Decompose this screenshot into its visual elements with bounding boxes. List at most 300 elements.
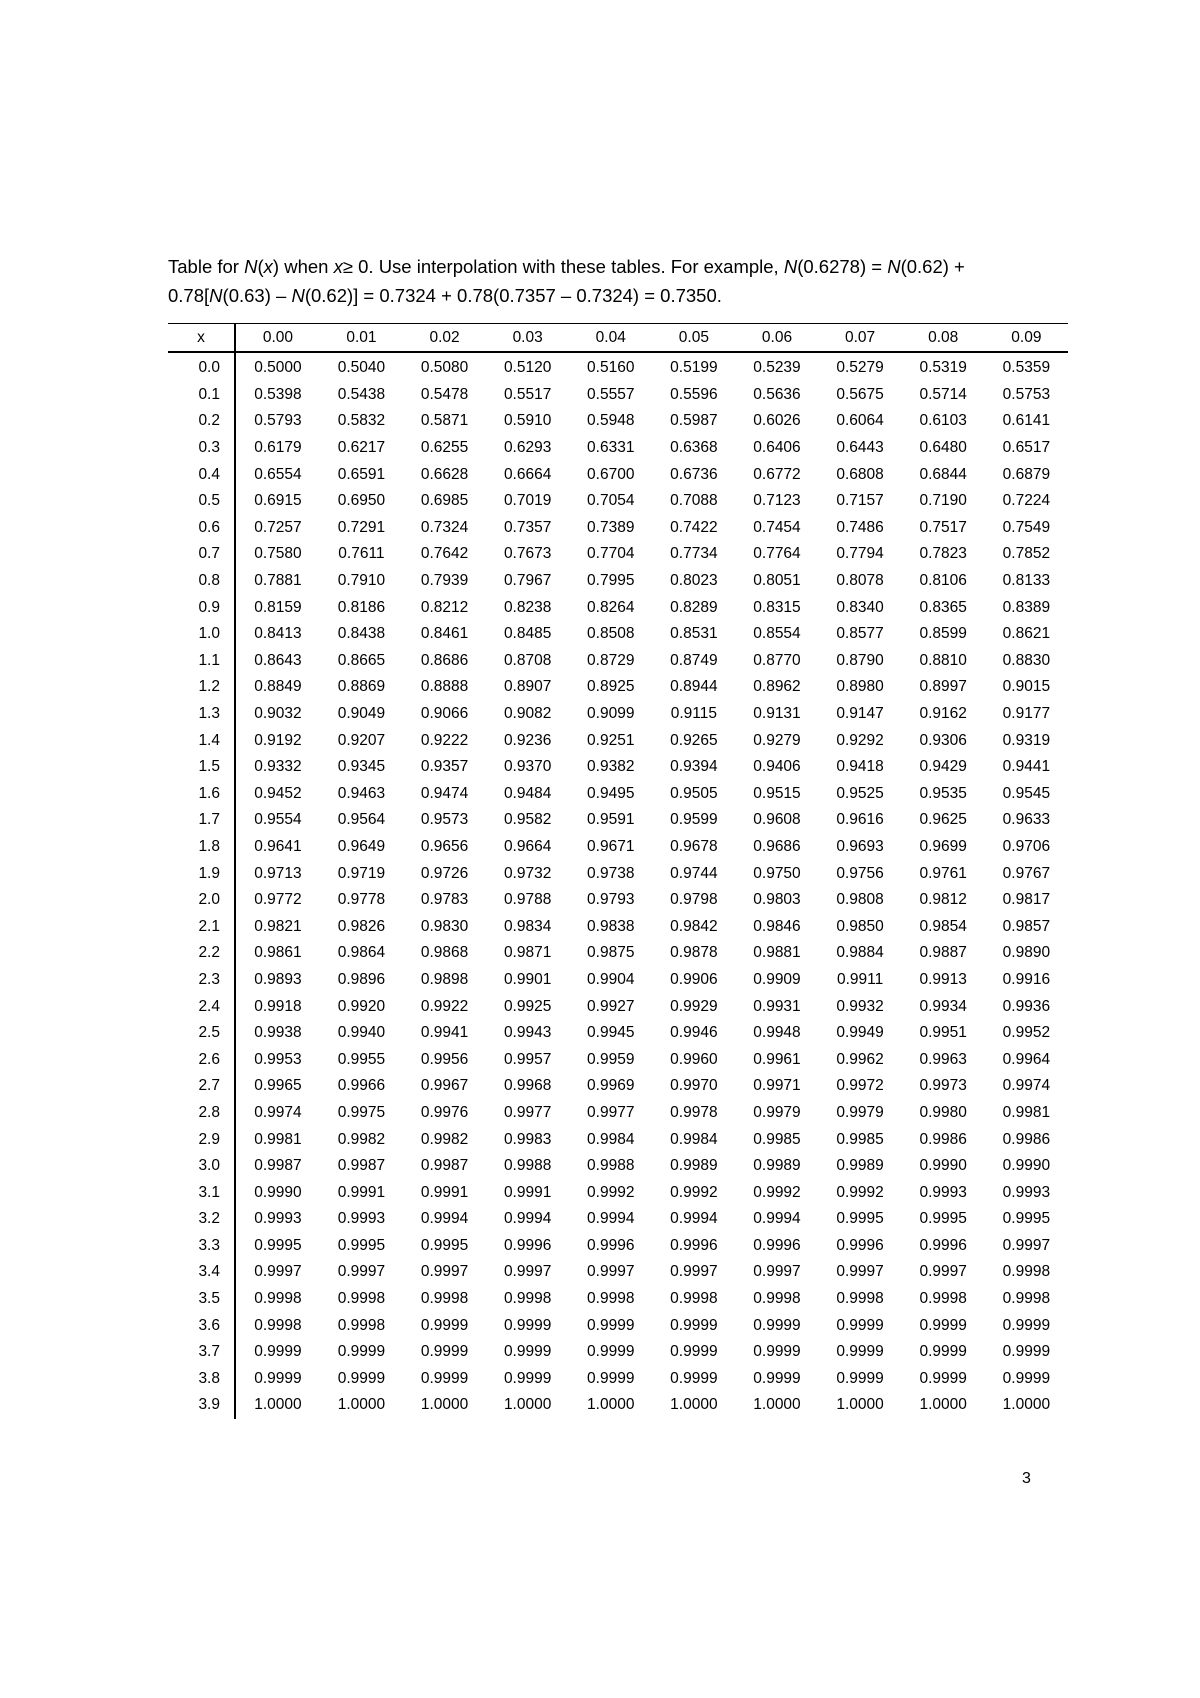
table-cell: 0.5793 <box>254 412 302 430</box>
table-cell: 1.0000 <box>919 1396 967 1414</box>
table-row <box>168 435 1068 462</box>
table-cell: 0.9554 <box>254 811 302 829</box>
table-cell: 0.9986 <box>1002 1130 1051 1148</box>
table-cell: 0.9999 <box>919 1316 967 1334</box>
table-cell: 0.5279 <box>836 359 884 377</box>
table-cell: 0.9996 <box>670 1236 718 1254</box>
table-cell: 0.9997 <box>670 1263 718 1281</box>
caption-part: ( <box>257 256 264 277</box>
table-cell: 0.9772 <box>254 891 302 909</box>
row-header-x: 2.5 <box>168 1020 235 1047</box>
table-cell: 0.6517 <box>1002 439 1051 457</box>
table-cell: 0.9999 <box>587 1343 635 1361</box>
table-cell: 0.6879 <box>1002 465 1051 483</box>
table-cell: 0.5910 <box>503 412 552 430</box>
table-cell: 0.9901 <box>503 970 552 988</box>
row-header-x: 0.6 <box>168 515 235 542</box>
table-row <box>168 648 1068 675</box>
table-cell: 0.9948 <box>753 1024 801 1042</box>
column-header: 0.08 <box>928 328 959 346</box>
table-cell: 0.6293 <box>503 439 552 457</box>
table-cell: 0.9066 <box>420 705 469 723</box>
table-cell: 0.9767 <box>1002 864 1051 882</box>
table-cell: 0.9875 <box>587 944 635 962</box>
column-header: 0.07 <box>845 328 876 346</box>
table-cell: 0.7704 <box>587 545 635 563</box>
table-cell: 0.9934 <box>919 997 967 1015</box>
table-cell: 0.7019 <box>503 492 552 510</box>
column-header-x: x <box>168 324 235 353</box>
row-header-x: 3.3 <box>168 1233 235 1260</box>
row-header-x: 2.2 <box>168 940 235 967</box>
table-cell: 0.9357 <box>420 758 469 776</box>
table-cell: 0.9999 <box>836 1316 884 1334</box>
table-cell: 0.9474 <box>420 784 469 802</box>
table-cell: 0.9997 <box>337 1263 386 1281</box>
table-cell: 0.9265 <box>670 731 718 749</box>
column-header: 0.02 <box>429 328 460 346</box>
table-cell: 0.9778 <box>337 891 386 909</box>
table-cell: 0.9911 <box>836 970 884 988</box>
table-cell: 0.9671 <box>587 837 635 855</box>
table-cell: 0.6255 <box>420 439 469 457</box>
table-cell: 0.9099 <box>587 705 635 723</box>
table-cell: 0.9177 <box>1002 705 1051 723</box>
table-cell: 0.9952 <box>1002 1024 1051 1042</box>
table-cell: 0.9625 <box>919 811 967 829</box>
table-cell: 0.9783 <box>420 891 469 909</box>
table-cell: 1.0000 <box>753 1396 801 1414</box>
table-cell: 0.7486 <box>836 518 884 536</box>
table-cell: 0.9969 <box>587 1077 635 1095</box>
table-cell: 0.9990 <box>254 1183 302 1201</box>
table-row <box>168 1100 1068 1127</box>
table-cell: 0.7324 <box>420 518 469 536</box>
table-cell: 0.9951 <box>919 1024 967 1042</box>
table-cell: 0.9993 <box>919 1183 967 1201</box>
table-cell: 0.9993 <box>337 1210 386 1228</box>
normal-distribution-table <box>168 323 1068 1419</box>
caption-part: N <box>291 285 305 306</box>
table-cell: 0.6179 <box>254 439 302 457</box>
table-cell: 0.8365 <box>919 598 967 616</box>
table-cell: 0.9999 <box>919 1343 967 1361</box>
table-cell: 0.9999 <box>587 1316 635 1334</box>
table-cell: 0.9992 <box>587 1183 635 1201</box>
table-cell: 0.9999 <box>919 1369 967 1387</box>
table-cell: 0.7823 <box>919 545 967 563</box>
table-cell: 0.9995 <box>337 1236 386 1254</box>
table-cell: 0.8599 <box>919 625 967 643</box>
row-header-x: 2.0 <box>168 887 235 914</box>
table-row <box>168 1286 1068 1313</box>
table-cell: 0.5948 <box>587 412 635 430</box>
table-cell: 0.9992 <box>670 1183 718 1201</box>
caption-part: (0.62) + 0.78[ <box>168 256 965 306</box>
table-cell: 0.6772 <box>753 465 801 483</box>
table-cell: 1.0000 <box>254 1396 302 1414</box>
table-cell: 0.9964 <box>1002 1050 1051 1068</box>
table-cell: 0.8925 <box>587 678 635 696</box>
table-cell: 0.5596 <box>670 385 718 403</box>
table-cell: 0.5160 <box>587 359 635 377</box>
caption-part: x <box>333 256 343 277</box>
table-cell: 0.9938 <box>254 1024 302 1042</box>
table-cell: 0.9959 <box>587 1050 635 1068</box>
table-cell: 0.9945 <box>587 1024 635 1042</box>
table-cell: 0.8159 <box>254 598 302 616</box>
table-cell: 0.9738 <box>587 864 635 882</box>
table-cell: 0.9890 <box>1002 944 1051 962</box>
table-cell: 0.9693 <box>836 837 884 855</box>
table-cell: 0.9984 <box>587 1130 635 1148</box>
table-cell: 0.9992 <box>836 1183 884 1201</box>
caption-part: (0.62)] = 0.7324 + 0.78(0.7357 – 0.7324) = 0.7350. <box>304 285 722 306</box>
table-cell: 0.9441 <box>1002 758 1051 776</box>
table-row <box>168 461 1068 488</box>
table-cell: 0.8238 <box>503 598 552 616</box>
table-row <box>168 860 1068 887</box>
table-cell: 0.8869 <box>337 678 386 696</box>
table-cell: 0.9996 <box>503 1236 552 1254</box>
row-header-x: 1.4 <box>168 727 235 754</box>
table-cell: 0.9999 <box>836 1369 884 1387</box>
table-cell: 0.7257 <box>254 518 302 536</box>
table-cell: 0.6628 <box>420 465 469 483</box>
table-cell: 0.9484 <box>503 784 552 802</box>
table-cell: 0.5239 <box>753 359 801 377</box>
table-cell: 0.9998 <box>753 1290 801 1308</box>
table-cell: 0.9838 <box>587 917 635 935</box>
row-header-x: 3.6 <box>168 1312 235 1339</box>
table-cell: 0.9998 <box>919 1290 967 1308</box>
table-cell: 0.9812 <box>919 891 967 909</box>
table-cell: 0.9922 <box>420 997 469 1015</box>
table-cell: 0.9808 <box>836 891 884 909</box>
table-cell: 0.9732 <box>503 864 552 882</box>
table-row <box>168 887 1068 914</box>
table-cell: 0.9999 <box>1002 1369 1051 1387</box>
table-cell: 0.9991 <box>337 1183 386 1201</box>
table-cell: 0.9989 <box>753 1157 801 1175</box>
row-header-x: 0.4 <box>168 461 235 488</box>
table-cell: 0.9803 <box>753 891 801 909</box>
table-cell: 0.9997 <box>1002 1236 1051 1254</box>
caption-part: N <box>783 256 798 277</box>
row-header-x: 3.9 <box>168 1392 235 1419</box>
table-cell: 0.9995 <box>836 1210 884 1228</box>
table-cell: 0.7580 <box>254 545 302 563</box>
table-cell: 0.9931 <box>753 997 801 1015</box>
table-cell: 0.9726 <box>420 864 469 882</box>
table-cell: 0.9998 <box>337 1316 386 1334</box>
table-body <box>168 352 1068 1419</box>
table-cell: 0.7357 <box>503 518 552 536</box>
table-cell: 0.9999 <box>503 1343 552 1361</box>
table-cell: 0.9991 <box>503 1183 552 1201</box>
table-cell: 0.8980 <box>836 678 884 696</box>
table-cell: 0.9978 <box>670 1103 718 1121</box>
table-row <box>168 754 1068 781</box>
table-cell: 0.5359 <box>1002 359 1051 377</box>
table-cell: 0.9999 <box>337 1343 386 1361</box>
table-cell: 0.7088 <box>670 492 718 510</box>
table-cell: 0.6406 <box>753 439 801 457</box>
row-header-x: 3.1 <box>168 1179 235 1206</box>
table-cell: 0.5987 <box>670 412 718 430</box>
table-cell: 0.9976 <box>420 1103 469 1121</box>
caption-part: (0.6278) = <box>797 256 888 277</box>
table-cell: 0.9996 <box>919 1236 967 1254</box>
row-header-x: 3.4 <box>168 1259 235 1286</box>
table-cell: 0.8888 <box>420 678 469 696</box>
table-cell: 0.9982 <box>420 1130 469 1148</box>
table-cell: 0.9599 <box>670 811 718 829</box>
table-cell: 0.9985 <box>753 1130 801 1148</box>
caption-part: N <box>244 256 258 277</box>
table-cell: 0.9998 <box>420 1290 469 1308</box>
table-cell: 0.9957 <box>503 1050 552 1068</box>
table-row <box>168 1046 1068 1073</box>
table-cell: 0.9664 <box>503 837 552 855</box>
table-cell: 0.9861 <box>254 944 302 962</box>
row-header-x: 3.8 <box>168 1366 235 1393</box>
table-cell: 0.8643 <box>254 651 302 669</box>
table-cell: 0.9999 <box>503 1316 552 1334</box>
column-header: 0.01 <box>346 328 377 346</box>
table-row <box>168 1179 1068 1206</box>
table-row <box>168 834 1068 861</box>
table-cell: 0.9306 <box>919 731 967 749</box>
column-header: 0.05 <box>678 328 709 346</box>
table-cell: 0.9906 <box>670 970 718 988</box>
table-cell: 0.9974 <box>1002 1077 1051 1095</box>
table-cell: 0.5398 <box>254 385 302 403</box>
table-cell: 0.9756 <box>836 864 884 882</box>
table-cell: 0.9984 <box>670 1130 718 1148</box>
row-header-x: 0.5 <box>168 488 235 515</box>
table-cell: 0.6368 <box>670 439 718 457</box>
row-header-x: 2.9 <box>168 1126 235 1153</box>
table-cell: 0.6064 <box>836 412 884 430</box>
table-cell: 0.9798 <box>670 891 718 909</box>
table-cell: 0.8554 <box>753 625 801 643</box>
row-header-x: 1.6 <box>168 781 235 808</box>
table-cell: 0.9980 <box>919 1103 967 1121</box>
table-cell: 0.7611 <box>338 545 385 563</box>
table-cell: 0.9979 <box>836 1103 884 1121</box>
table-row <box>168 1153 1068 1180</box>
table-cell: 0.9394 <box>670 758 718 776</box>
table-cell: 0.9582 <box>503 811 552 829</box>
row-header-x: 1.5 <box>168 754 235 781</box>
table-cell: 0.9999 <box>503 1369 552 1387</box>
caption-part: N <box>209 285 223 306</box>
row-header-x: 0.9 <box>168 594 235 621</box>
table-cell: 0.5040 <box>337 359 386 377</box>
table-cell: 0.9981 <box>254 1130 302 1148</box>
table-cell: 0.9418 <box>836 758 884 776</box>
row-header-x: 1.7 <box>168 807 235 834</box>
table-cell: 0.6915 <box>254 492 302 510</box>
table-cell: 0.6950 <box>337 492 386 510</box>
table-cell: 0.9826 <box>337 917 386 935</box>
table-cell: 0.7881 <box>254 572 302 590</box>
table-cell: 0.9222 <box>420 731 469 749</box>
table-cell: 0.9985 <box>836 1130 884 1148</box>
table-cell: 0.9463 <box>337 784 386 802</box>
table-cell: 0.9370 <box>503 758 552 776</box>
table-cell: 0.8665 <box>337 651 386 669</box>
table-cell: 0.9997 <box>420 1263 469 1281</box>
row-header-x: 1.1 <box>168 648 235 675</box>
header-row <box>168 324 1068 353</box>
table-cell: 0.9953 <box>254 1050 302 1068</box>
table-row <box>168 727 1068 754</box>
table-cell: 0.9936 <box>1002 997 1051 1015</box>
table-cell: 0.9999 <box>420 1316 469 1334</box>
row-header-x: 3.7 <box>168 1339 235 1366</box>
table-cell: 0.9913 <box>919 970 967 988</box>
table-cell: 0.5120 <box>503 359 552 377</box>
table-row <box>168 1233 1068 1260</box>
table-cell: 0.9975 <box>337 1103 386 1121</box>
table-cell: 0.9977 <box>503 1103 552 1121</box>
column-header: 0.00 <box>262 328 294 346</box>
table-cell: 0.9995 <box>254 1236 302 1254</box>
table-cell: 0.5557 <box>587 385 635 403</box>
table-cell: 0.9706 <box>1002 837 1051 855</box>
table-cell: 0.9988 <box>503 1157 552 1175</box>
table-cell: 0.7190 <box>919 492 967 510</box>
table-cell: 0.9332 <box>254 758 302 776</box>
table-cell: 0.9981 <box>1002 1103 1051 1121</box>
table-cell: 0.7642 <box>420 545 469 563</box>
table-cell: 0.9699 <box>919 837 967 855</box>
table-cell: 0.9971 <box>753 1077 801 1095</box>
table-cell: 0.9999 <box>420 1343 469 1361</box>
table-cell: 0.7157 <box>836 492 884 510</box>
table-cell: 0.8849 <box>254 678 302 696</box>
table-cell: 0.7673 <box>503 545 552 563</box>
table-cell: 0.7967 <box>503 572 552 590</box>
table-cell: 0.9968 <box>503 1077 552 1095</box>
table-row <box>168 541 1068 568</box>
table-cell: 0.9049 <box>337 705 386 723</box>
table-cell: 0.9515 <box>753 784 801 802</box>
table-cell: 0.9893 <box>254 970 302 988</box>
table-cell: 1.0000 <box>337 1396 386 1414</box>
table-cell: 0.8531 <box>670 625 718 643</box>
table-cell: 0.9998 <box>337 1290 386 1308</box>
table-cell: 0.9982 <box>337 1130 386 1148</box>
table-cell: 0.8686 <box>420 651 469 669</box>
row-header-x: 3.2 <box>168 1206 235 1233</box>
table-row <box>168 621 1068 648</box>
table-cell: 0.6700 <box>587 465 635 483</box>
table-cell: 0.9987 <box>420 1157 469 1175</box>
table-cell: 0.7224 <box>1002 492 1051 510</box>
table-cell: 0.9345 <box>337 758 386 776</box>
table-cell: 0.9821 <box>254 917 302 935</box>
table-cell: 0.6443 <box>836 439 884 457</box>
table-cell: 0.9591 <box>587 811 635 829</box>
table-cell: 0.5199 <box>670 359 718 377</box>
table-cell: 0.9904 <box>587 970 635 988</box>
table-cell: 0.9998 <box>254 1316 302 1334</box>
table-cell: 0.7939 <box>420 572 469 590</box>
column-header: 0.09 <box>1011 328 1042 346</box>
table-caption <box>168 252 1048 310</box>
table-cell: 0.9871 <box>503 944 552 962</box>
table-cell: 0.9983 <box>503 1130 552 1148</box>
table-cell: 0.9319 <box>1002 731 1051 749</box>
table-cell: 0.5517 <box>503 385 552 403</box>
table-cell: 0.9967 <box>420 1077 469 1095</box>
row-header-x: 0.0 <box>168 352 235 382</box>
caption-part: Table for <box>168 256 245 277</box>
table-cell: 0.9999 <box>337 1369 386 1387</box>
table-cell: 0.5714 <box>919 385 967 403</box>
table-cell: 0.8340 <box>836 598 884 616</box>
table-cell: 0.9713 <box>254 864 302 882</box>
table-cell: 0.9846 <box>753 917 801 935</box>
table-cell: 0.9292 <box>836 731 884 749</box>
table-cell: 0.9916 <box>1002 970 1051 988</box>
table-cell: 0.8315 <box>753 598 801 616</box>
table-cell: 0.8289 <box>670 598 718 616</box>
table-cell: 0.9678 <box>670 837 718 855</box>
table-cell: 0.9998 <box>1002 1263 1051 1281</box>
table-cell: 0.5478 <box>420 385 469 403</box>
table-cell: 0.9649 <box>337 837 386 855</box>
table-cell: 0.9920 <box>337 997 386 1015</box>
table-row <box>168 807 1068 834</box>
table-cell: 0.5319 <box>919 359 967 377</box>
table-cell: 0.8770 <box>753 651 801 669</box>
table-cell: 0.9850 <box>836 917 884 935</box>
table-cell: 0.9998 <box>670 1290 718 1308</box>
row-header-x: 1.9 <box>168 860 235 887</box>
table-cell: 0.6554 <box>254 465 302 483</box>
table-cell: 0.9429 <box>919 758 967 776</box>
table-cell: 0.9999 <box>670 1343 718 1361</box>
table-row <box>168 352 1068 382</box>
table-cell: 0.9535 <box>919 784 967 802</box>
table-cell: 0.9505 <box>670 784 718 802</box>
table-cell: 0.9995 <box>919 1210 967 1228</box>
table-cell: 0.5000 <box>254 359 302 377</box>
table-cell: 0.9927 <box>587 997 635 1015</box>
table-cell: 0.9993 <box>1002 1183 1051 1201</box>
table-cell: 0.8413 <box>254 625 302 643</box>
table-cell: 0.9998 <box>503 1290 552 1308</box>
table-cell: 1.0000 <box>670 1396 718 1414</box>
table-cell: 0.6026 <box>753 412 801 430</box>
table-cell: 0.9834 <box>503 917 552 935</box>
caption-part: ≥ 0. Use interpolation with these tables. For example, <box>342 256 784 277</box>
table-cell: 0.7422 <box>670 518 718 536</box>
table-cell: 0.8749 <box>670 651 718 669</box>
table-cell: 0.9251 <box>587 731 635 749</box>
row-header-x: 0.3 <box>168 435 235 462</box>
table-cell: 0.9999 <box>836 1343 884 1361</box>
table-cell: 0.9990 <box>1002 1157 1051 1175</box>
table-cell: 0.9162 <box>919 705 967 723</box>
row-header-x: 3.5 <box>168 1286 235 1313</box>
table-cell: 0.9452 <box>254 784 302 802</box>
table-cell: 0.9999 <box>753 1316 801 1334</box>
